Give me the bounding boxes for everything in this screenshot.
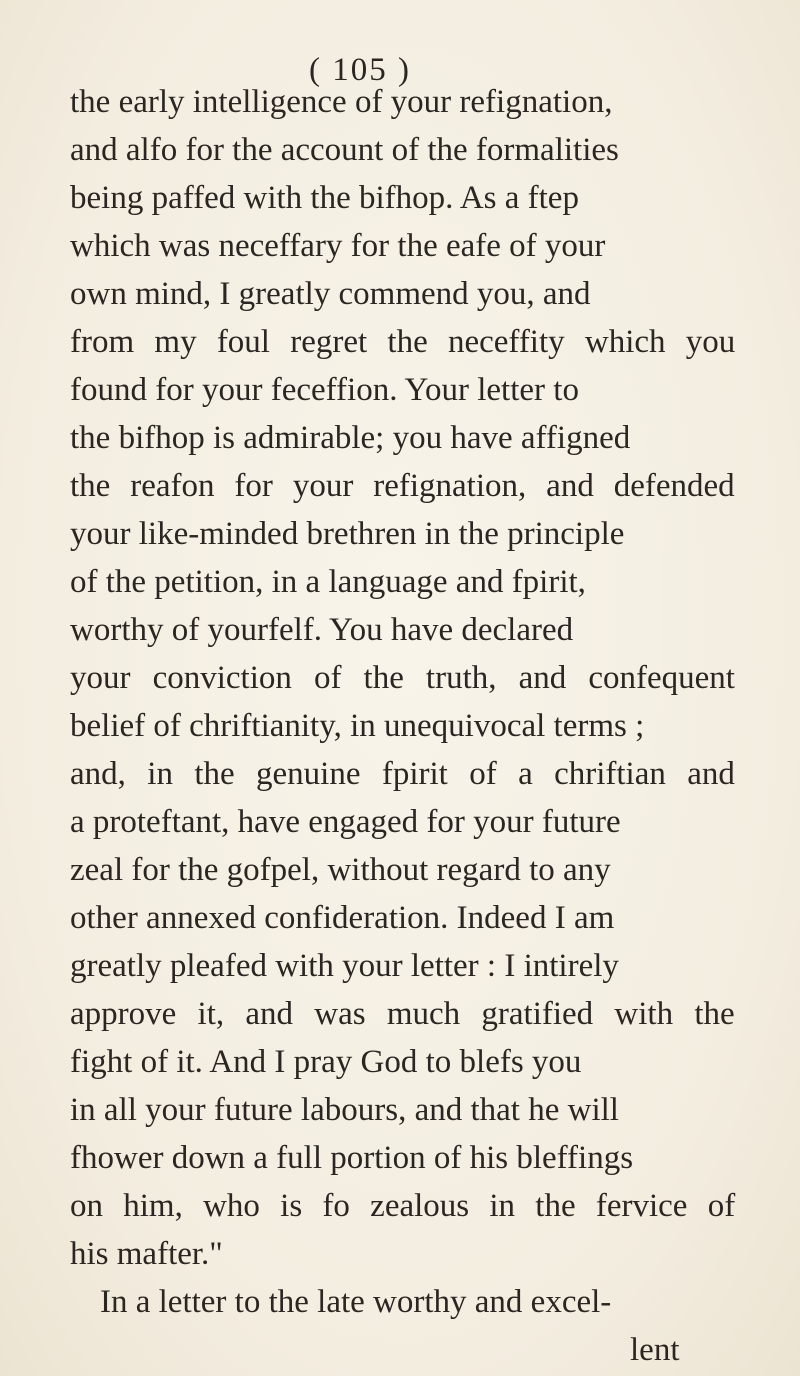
text-line: zeal for the gofpel, without regard to any bbox=[70, 852, 611, 888]
text-line: the bifhop is admirable; you have affigned bbox=[70, 420, 631, 456]
text-line: approve it, and was much gratified with the bbox=[70, 996, 735, 1032]
text-line: the reafon for your refignation, and defended bbox=[70, 468, 735, 504]
text-line: in all your future labours, and that he will bbox=[70, 1092, 619, 1128]
text-line: worthy of yourfelf. You have declared bbox=[70, 612, 574, 648]
text-line: other annexed confideration. Indeed I am bbox=[70, 900, 615, 936]
text-line: your conviction of the truth, and confequent bbox=[70, 660, 735, 696]
text-line: fhower down a full portion of his bleffings bbox=[70, 1140, 634, 1176]
text-line: belief of chriftianity, in unequivocal terms ; bbox=[70, 708, 645, 744]
text-line: his mafter." bbox=[70, 1236, 223, 1272]
text-line: greatly pleafed with your letter : I intirely bbox=[70, 948, 619, 984]
text-line: own mind, I greatly commend you, and bbox=[70, 276, 591, 312]
text-line: In a letter to the late worthy and excel- bbox=[100, 1284, 612, 1320]
text-line: which was neceffary for the eafe of your bbox=[70, 228, 606, 264]
text-line: from my foul regret the neceffity which you bbox=[70, 324, 736, 360]
catchword: lent bbox=[630, 1332, 680, 1368]
text-line: on him, who is fo zealous in the fervice of bbox=[70, 1188, 736, 1224]
text-line: and alfo for the account of the formalities bbox=[70, 132, 619, 168]
text-line: found for your feceffion. Your letter to bbox=[70, 372, 579, 408]
text-line: your like-minded brethren in the principle bbox=[70, 516, 625, 552]
text-line: of the petition, in a language and fpirit, bbox=[70, 564, 586, 600]
text-line: a proteftant, have engaged for your future bbox=[70, 804, 621, 840]
text-line: the early intelligence of your refignation, bbox=[70, 84, 613, 120]
text-line: fight of it. And I pray God to blefs you bbox=[70, 1044, 582, 1080]
text-line: being paffed with the bifhop. As a ftep bbox=[70, 180, 579, 216]
text-line: and, in the genuine fpirit of a chriftian and bbox=[70, 756, 735, 792]
page-number: ( 105 ) bbox=[309, 52, 411, 88]
